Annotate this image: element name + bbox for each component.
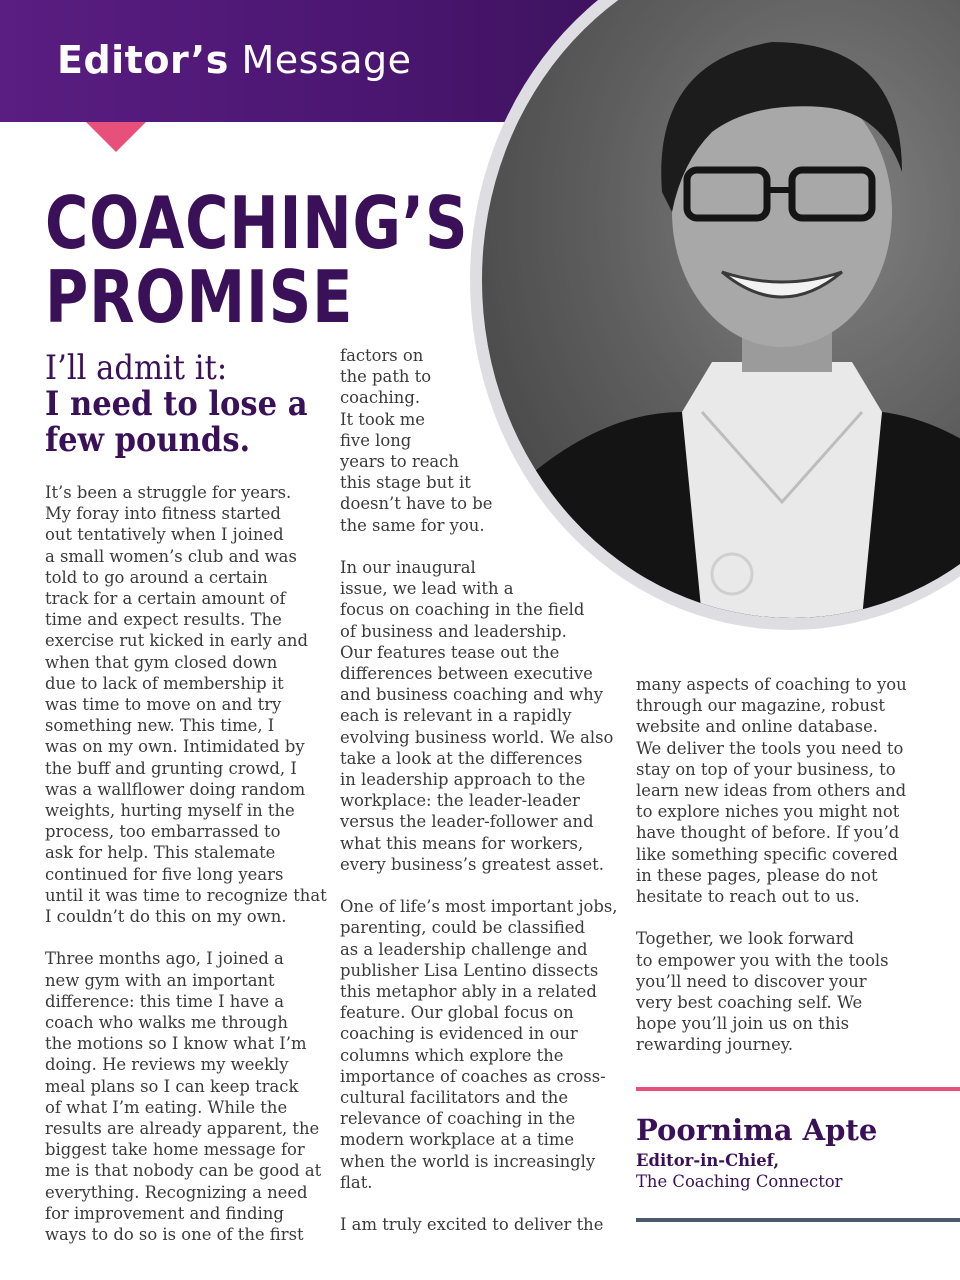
divider-slate <box>636 1218 960 1222</box>
signature-organization: The Coaching Connector <box>636 1172 843 1191</box>
article-subhead: I’ll admit it: I need to lose a few pounds. <box>45 348 308 460</box>
paragraph: In our inaugural issue, we lead with a focus on coaching in the field of business and leadership. Our features tease out the differences between executive and business coaching and why each is relevant in a rapidly evolving business world. We also take a look at the differences in leadership approach to the workplace: the leader-leader versus the leader-follower and what this means for workers, every business’s greatest asset. <box>340 558 614 874</box>
divider-pink <box>636 1087 960 1091</box>
paragraph: I am truly excited to deliver the <box>340 1215 604 1235</box>
article-headline: COACHING’S PROMISE <box>45 181 469 339</box>
paragraph: Three months ago, I joined a new gym with an important difference: this time I have a coach who walks me through the motions so I know what I’m doing. He reviews my weekly meal plans so I can keep track of what I’m eating. While the results are already apparent, the biggest take home message for me is that nobody can be good at everything. Recognizing a need for improvement and finding ways to do so is one of the first <box>45 949 322 1245</box>
paragraph: many aspects of coaching to you through our magazine, robust website and online database. We deliver the tools you need to stay on top of your business, to learn new ideas from others and to explore niches you might not have thought of before. If you’d like something specific covered in these pages, please do not hesitate to reach out to us. <box>636 675 907 907</box>
text-column-1 <box>45 482 335 1245</box>
paragraph: One of life’s most important jobs, parenting, could be classified as a leadership challenge and publisher Lisa Lentino dissects this metaphor ably in a related feature. Our global focus on coaching is evidenced in our columns which explore the importance of coaches as cross- cultural facilitators and the relevance of coaching in the modern workplace at a time when the world is increasingly flat. <box>340 897 618 1192</box>
pointer-triangle <box>86 122 146 152</box>
paragraph: factors on the path to coaching. It took me five long years to reach this stage but it doesn’t have to be the same for you. <box>340 346 493 535</box>
text-column-3 <box>636 674 936 1056</box>
paragraph: It’s been a struggle for years. My foray into fitness started out tentatively when I joined a small women’s club and was told to go around a certain track for a certain amount of time and expect results. The exercise rut kicked in early and when that gym closed down due to lack of membership it was time to move on and try something new. This time, I was on my own. Intimidated by the buff and grunting crowd, I was a wallflower doing random weights, hurting myself in the process, too embarrassed to ask for help. This stalemate continued for five long years until it was time to recognize that I couldn’t do this on my own. <box>45 483 327 927</box>
text-column-2 <box>340 345 630 1235</box>
signature-name: Poornima Apte <box>636 1113 878 1147</box>
signature-role: Editor-in-Chief, <box>636 1151 780 1170</box>
paragraph: Together, we look forward to empower you with the tools you’ll need to discover your very best coaching self. We hope you’ll join us on this rewarding journey. <box>636 929 889 1055</box>
section-title: Editor’s Message <box>57 38 412 82</box>
